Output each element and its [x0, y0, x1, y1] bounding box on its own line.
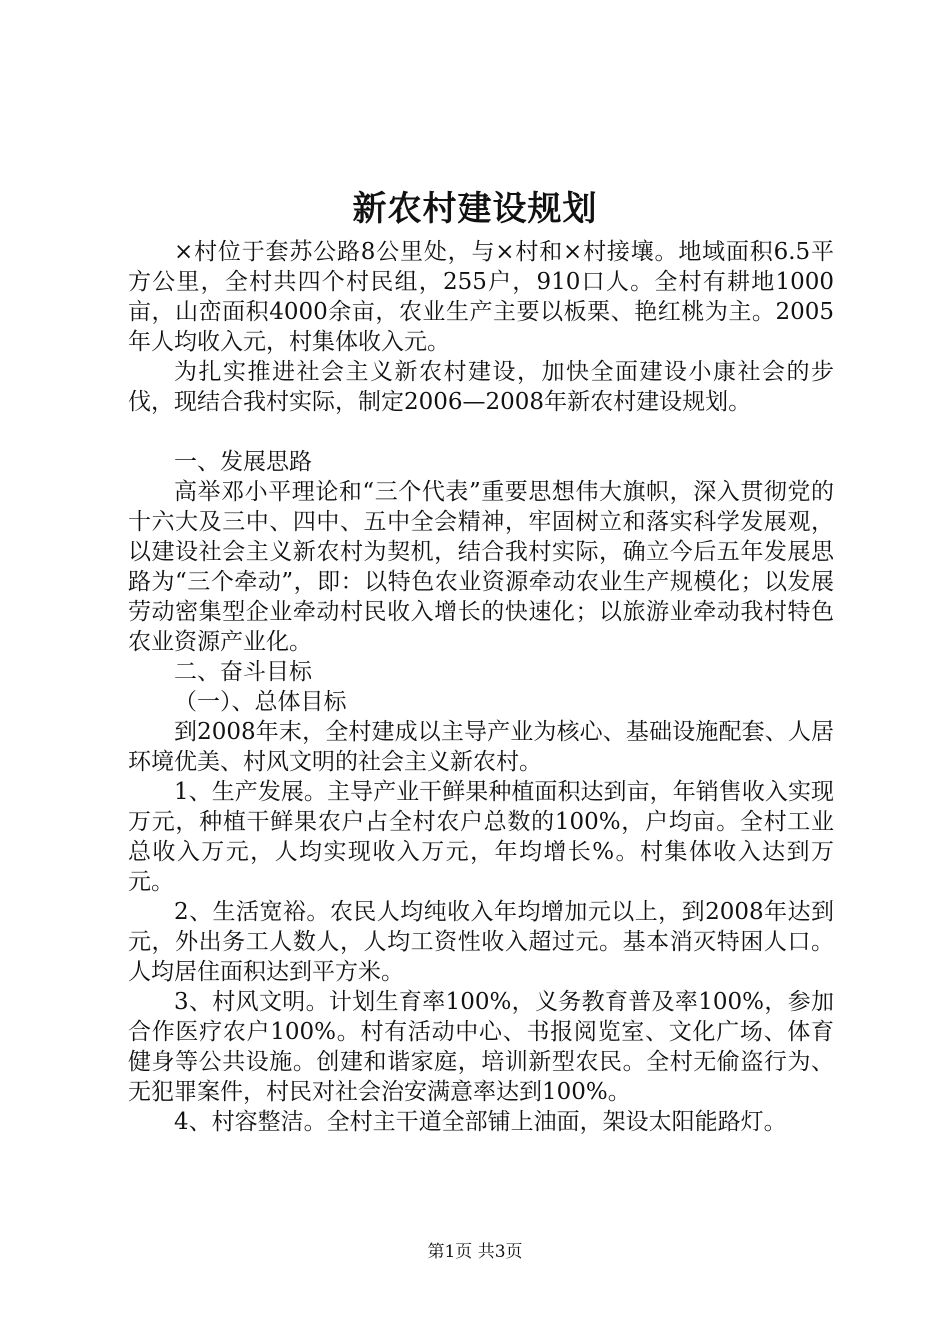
heading-development-idea: 一、发展思路 [174, 449, 312, 475]
heading-goals: 二、奋斗目标 [174, 659, 312, 685]
paragraph-goal-living: 2、生活宽裕。农民人均纯收入年均增加元以上，到2008年达到元，外出务工人数人，人均工资性收入超过元。基本消灭特困人口。人均居住面积达到平方米。 [128, 899, 834, 985]
document-body [128, 237, 834, 1137]
paragraph-development-idea: 高举邓小平理论和“三个代表”重要思想伟大旗帜，深入贯彻党的十六大及三中、四中、五中全会精神，牢固树立和落实科学发展观，以建设社会主义新农村为契机，结合我村实际，确立今后五年发展思路为“三个牵动”，即：以特色农业资源牵动农业生产规模化；以发展劳动密集型企业牵动村民收入增长的快速化；以旅游业牵动我村特色农业资源产业化。 [128, 479, 834, 655]
blank-line [128, 417, 834, 447]
paragraph-goal-village-appearance: 4、村容整洁。全村主干道全部铺上油面，架设太阳能路灯。 [174, 1109, 787, 1135]
paragraph-goal-production: 1、生产发展。主导产业干鲜果种植面积达到亩，年销售收入实现万元，种植干鲜果农户占全村农户总数的100%，户均亩。全村工业总收入万元，人均实现收入万元，年均增长%。村集体收入达到万元。 [128, 779, 834, 895]
heading-overall-goal: （一）、总体目标 [174, 689, 347, 715]
paragraph-overall-goal: 到2008年末，全村建成以主导产业为核心、基础设施配套、人居环境优美、村风文明的社会主义新农村。 [128, 719, 834, 775]
paragraph-intro-purpose: 为扎实推进社会主义新农村建设，加快全面建设小康社会的步伐，现结合我村实际，制定2006—2008年新农村建设规划。 [128, 359, 834, 415]
document-title: 新农村建设规划 [352, 189, 598, 229]
paragraph-intro-location: ×村位于套苏公路8公里处，与×村和×村接壤。地域面积6.5平方公里，全村共四个村民组，255户，910口人。全村有耕地1000亩，山峦面积4000余亩，农业生产主要以板栗、艳红桃为主。2005年人均收入元，村集体收入元。 [128, 239, 834, 355]
paragraph-goal-civility: 3、村风文明。计划生育率100%，义务教育普及率100%，参加合作医疗农户100%。村有活动中心、书报阅览室、文化广场、体育健身等公共设施。创建和谐家庭，培训新型农民。全村无偷盗行为、无犯罪案件，村民对社会治安满意率达到100%。 [128, 989, 834, 1105]
page-number-footer: 第1页 共3页 [427, 1242, 523, 1262]
